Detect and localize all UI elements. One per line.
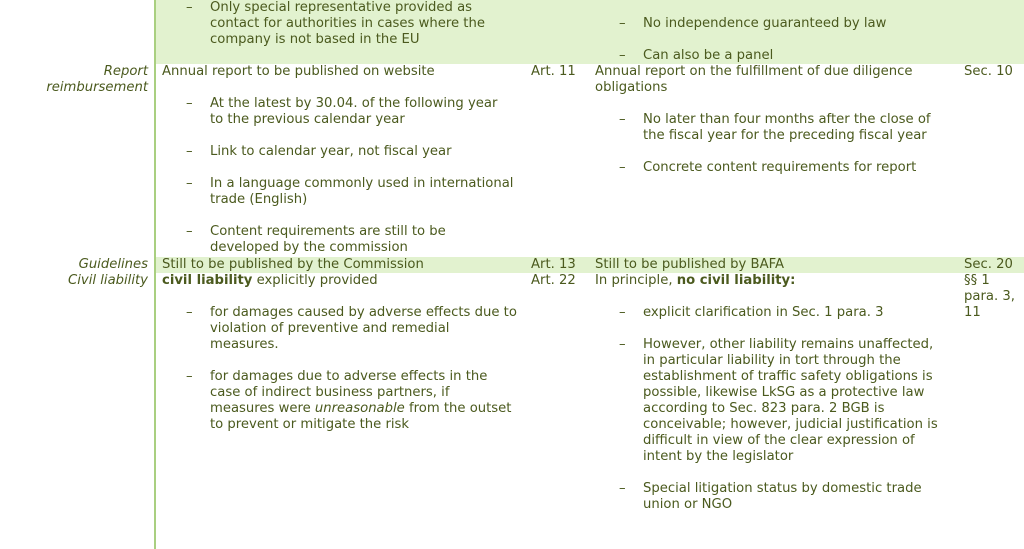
bullet-line: Link to calendar year, not fiscal year	[210, 144, 452, 159]
dash-bullet: –	[186, 0, 193, 15]
bullet-line: developed by the commission	[210, 240, 408, 255]
bullet-line: Can also be a panel	[643, 48, 774, 63]
bullet-line: possible, likewise LkSG as a protective law	[643, 385, 925, 400]
bold-text: civil liability	[162, 273, 253, 288]
bullet-line: to prevent or mitigate the risk	[210, 417, 410, 432]
bullet-line: establishment of traffic safety obligations is	[643, 369, 933, 384]
inline-text: from the outset	[404, 401, 512, 416]
bullet-line: for damages due to adverse effects in the	[210, 369, 488, 384]
bullet-line: In a language commonly used in international	[210, 176, 514, 191]
bullet-line: violation of preventive and remedial	[210, 321, 450, 336]
bold-text: no civil liability:	[676, 273, 796, 288]
bullet-line: contact for authorities in cases where the	[210, 16, 485, 31]
article-ref: Art. 13	[531, 257, 576, 272]
article-ref: Art. 22	[531, 273, 576, 288]
bullet-line: measures.	[210, 337, 279, 352]
dash-bullet: –	[619, 160, 626, 175]
dash-bullet: –	[619, 337, 626, 352]
bullet-line: explicit clarification in Sec. 1 para. 3	[643, 305, 884, 320]
bullet-line	[210, 401, 511, 417]
dash-bullet: –	[619, 48, 626, 63]
bullet-line: company is not based in the EU	[210, 32, 420, 47]
section-ref: Sec. 10	[964, 64, 1013, 79]
dash-bullet: –	[186, 144, 193, 159]
dash-bullet: –	[186, 224, 193, 239]
cell-text	[162, 273, 378, 289]
bullet-line: Content requirements are still to be	[210, 224, 446, 239]
column-divider	[154, 0, 156, 549]
article-ref: Art. 11	[531, 64, 576, 79]
bullet-line: Concrete content requirements for report	[643, 160, 917, 175]
bullet-line: trade (English)	[210, 192, 308, 207]
dash-bullet: –	[619, 481, 626, 496]
row-label-guidelines: Guidelines	[78, 257, 148, 272]
inline-text: explicitly provided	[252, 273, 378, 288]
section-ref: para. 3,	[964, 289, 1015, 304]
row-label-report: reimbursement	[46, 80, 148, 95]
dash-bullet: –	[619, 112, 626, 127]
bullet-line: At the latest by 30.04. of the following year	[210, 96, 498, 111]
dash-bullet: –	[619, 16, 626, 31]
cell-text	[595, 273, 795, 289]
cell-text: Annual report on the fulfillment of due diligence	[595, 64, 913, 79]
dash-bullet: –	[186, 305, 193, 320]
section-ref: 11	[964, 305, 981, 320]
bullet-line: No later than four months after the close of	[643, 112, 931, 127]
section-ref: §§ 1	[964, 273, 990, 288]
emphasis-text: unreasonable	[314, 401, 405, 416]
bullet-line: conceivable; however, judicial justification is	[643, 417, 938, 432]
row-label-civil-liability: Civil liability	[68, 273, 148, 288]
bullet-line: case of indirect business partners, if	[210, 385, 450, 400]
cell-text: obligations	[595, 80, 668, 95]
row-label-report: Report	[103, 64, 148, 79]
inline-text: In principle,	[595, 273, 677, 288]
dash-bullet: –	[186, 96, 193, 111]
bullet-line: the fiscal year for the preceding fiscal year	[643, 128, 927, 143]
cell-text: Annual report to be published on website	[162, 64, 435, 79]
bullet-line: to the previous calendar year	[210, 112, 405, 127]
bullet-line: according to Sec. 823 para. 2 BGB is	[643, 401, 885, 416]
cell-text: Still to be published by BAFA	[595, 257, 784, 272]
dash-bullet: –	[619, 305, 626, 320]
bullet-line: for damages caused by adverse effects due to	[210, 305, 517, 320]
bullet-line: Special litigation status by domestic trade	[643, 481, 922, 496]
bullet-line: difficult in view of the clear expression of	[643, 433, 915, 448]
bullet-line: However, other liability remains unaffected,	[643, 337, 934, 352]
dash-bullet: –	[186, 176, 193, 191]
bullet-line: intent by the legislator	[643, 449, 794, 464]
bullet-line: Only special representative provided as	[210, 0, 473, 15]
cell-text: Still to be published by the Commission	[162, 257, 424, 272]
bullet-line: in particular liability in tort through the	[643, 353, 901, 368]
bullet-line: union or NGO	[643, 497, 733, 512]
bullet-line: No independence guaranteed by law	[643, 16, 887, 31]
dash-bullet: –	[186, 369, 193, 384]
inline-text: measures were	[210, 401, 315, 416]
section-ref: Sec. 20	[964, 257, 1013, 272]
